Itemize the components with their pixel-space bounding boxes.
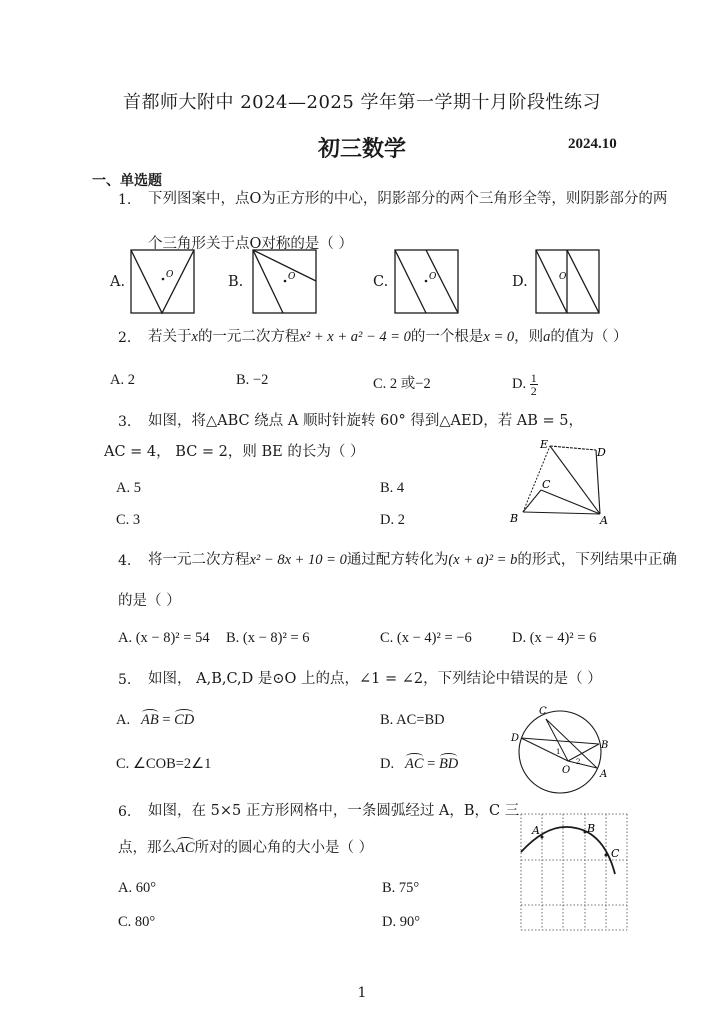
point-label-o: O — [288, 272, 296, 282]
question-4-text-line1: 将一元二次方程x² − 8x + 10 = 0通过配方转化为(x + a)² = b的形式，下列结果中正确 — [148, 552, 677, 568]
option-label: D. — [512, 274, 528, 290]
figure-square-c — [394, 249, 464, 319]
option-b: B. 4 — [380, 480, 405, 496]
figure-square-b — [252, 249, 322, 319]
figure-square-d — [535, 249, 605, 319]
question-number: 2. — [118, 330, 132, 346]
option-c: C. ∠COB=2∠1 — [116, 756, 212, 772]
question-4-text-line2: 的是（ ） — [118, 593, 181, 609]
label-a: A — [600, 769, 608, 780]
option-a: A. AB = CD — [116, 712, 195, 728]
question-6-text-line2: 点，那么AC所对的圆心角的大小是（ ） — [118, 840, 374, 856]
option-c: C. (x − 4)² = −6 — [380, 630, 472, 646]
question-2-text: 若关于x的一元二次方程x² + x + a² − 4 = 0的一个根是x = 0，则a的值为（ ） — [148, 329, 628, 345]
point-label-o: O — [429, 272, 437, 282]
question-number: 6. — [118, 804, 132, 820]
figure-grid-arc — [515, 812, 635, 934]
angle-label-1: 1 — [556, 748, 561, 756]
arc: CD — [174, 712, 195, 728]
question-5-text: 如图， A,B,C,D 是⊙O 上的点，∠1 = ∠2，下列结论中错误的是（ ） — [148, 671, 602, 687]
point-label-o: O — [559, 272, 567, 282]
option-a: A. 2 — [110, 372, 135, 388]
arc: AB — [140, 712, 159, 728]
question-number: 1. — [118, 192, 132, 208]
figure-circle-o — [510, 700, 620, 796]
question-number: 3. — [118, 414, 132, 430]
question-3-text-line1: 如图，将△ABC 绕点 A 顺时针旋转 60° 得到△AED，若 AB = 5， — [148, 413, 584, 429]
label-b: B — [587, 822, 596, 835]
option-a: A. (x − 8)² = 54 — [118, 630, 210, 646]
arc: AC — [404, 756, 424, 772]
question-1-text-line2: 个三角形关于点O对称的是（ ） — [148, 236, 353, 252]
option-label: C. — [373, 274, 389, 290]
option-b: B. −2 — [236, 372, 269, 388]
label-o: O — [562, 765, 571, 776]
label-d: D — [597, 446, 606, 459]
option-d: D. 2 — [380, 512, 405, 528]
option-a: A. 5 — [116, 480, 141, 496]
option-d: D. 90° — [382, 914, 421, 930]
question-3-text-line2: AC = 4， BC = 2，则 BE 的长为（ ） — [104, 444, 365, 460]
exam-title: 首都师大附中 2024—2025 学年第一学期十月阶段性练习 — [122, 92, 602, 113]
question-6-text-line1: 如图，在 5×5 正方形网格中，一条圆弧经过 A，B，C 三 — [148, 803, 520, 819]
figure-rotation-triangle — [508, 434, 628, 530]
label-c: C — [539, 706, 547, 717]
point-label-o: O — [166, 270, 174, 280]
label-c: C — [611, 847, 620, 860]
option-c: C. 80° — [118, 914, 156, 930]
option-c: C. 2 或−2 — [373, 376, 431, 392]
exam-date: 2024.10 — [568, 136, 617, 152]
option-label: B. — [228, 274, 244, 290]
label-e: E — [540, 438, 549, 451]
option-d: D. $\frac{1}{2}$ — [512, 371, 537, 398]
arc: AC — [176, 840, 195, 856]
page-number: 1 — [357, 985, 367, 1001]
option-d: D. (x − 4)² = 6 — [512, 630, 597, 646]
label-d: D — [511, 733, 520, 744]
section-heading: 一、单选题 — [92, 173, 162, 189]
arc: BD — [438, 756, 459, 772]
label-c: C — [542, 478, 551, 491]
option-label: A. — [110, 274, 126, 290]
option-a: A. 60° — [118, 880, 157, 896]
label-b: B — [601, 740, 609, 751]
option-c: C. 3 — [116, 512, 141, 528]
question-number: 5. — [118, 672, 132, 688]
label-a: A — [600, 514, 608, 527]
figure-square-a — [130, 249, 200, 319]
option-b: B. 75° — [382, 880, 420, 896]
option-d: D. AC = BD — [380, 756, 459, 772]
label-b: B — [510, 512, 519, 525]
option-b: B. AC=BD — [380, 712, 445, 728]
question-1-text-line1: 下列图案中，点O为正方形的中心，阴影部分的两个三角形全等，则阴影部分的两 — [148, 191, 668, 207]
angle-label-2: 2 — [576, 758, 581, 766]
option-b: B. (x − 8)² = 6 — [226, 630, 310, 646]
question-number: 4. — [118, 553, 132, 569]
label-a: A — [532, 824, 540, 837]
exam-subject: 初三数学 — [317, 136, 406, 162]
fraction: $\frac{1}{2}$ — [530, 371, 537, 398]
